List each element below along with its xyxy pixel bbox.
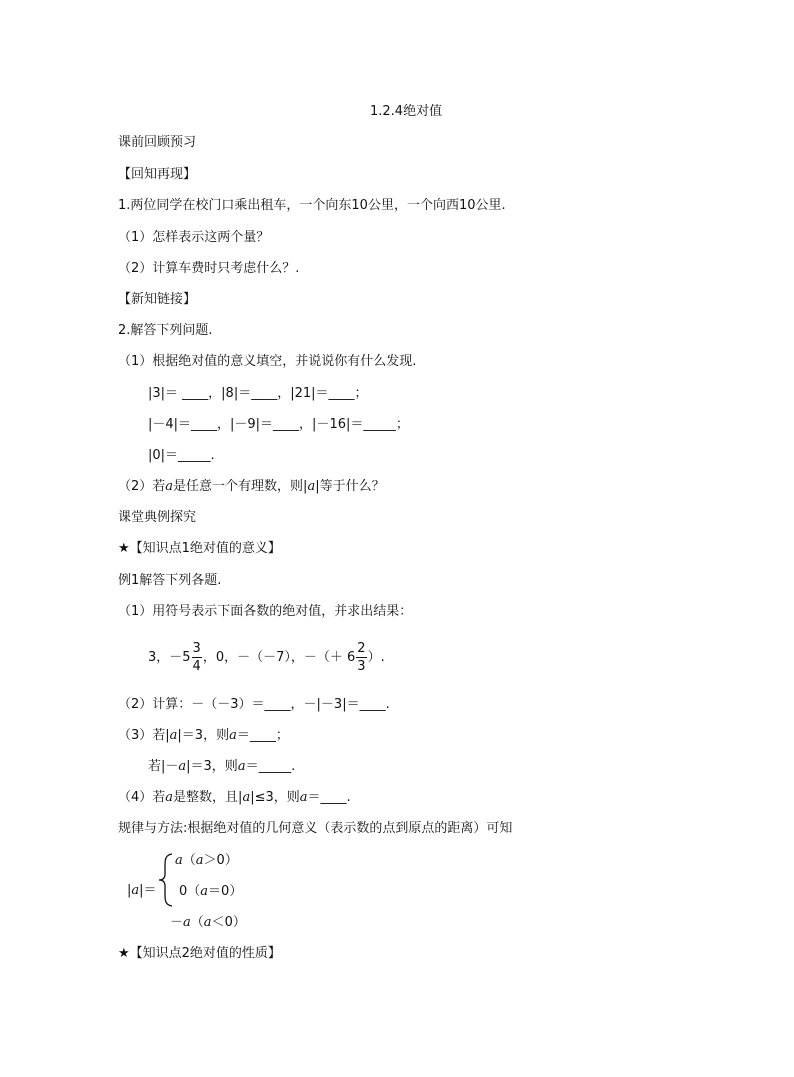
abs-lhs: |a|＝	[127, 883, 157, 898]
ex1-part3b: 若|－a|＝3，则a＝_____.	[148, 759, 296, 774]
q2-row3: |0|＝_____.	[148, 448, 215, 463]
q1-stem: 1.两位同学在校门口乘出租车，一个向东10公里，一个向西10公里.	[118, 198, 506, 213]
q1-part1: （1）怎样表示这两个量？	[118, 230, 270, 245]
ex1-stem: 例1解答下列各题.	[118, 573, 222, 588]
section-kp2: ★【知识点2绝对值的性质】	[118, 946, 281, 961]
q2-row1: |3|＝ ____，|8|＝____，|21|＝____；	[148, 386, 368, 401]
left-brace	[156, 852, 176, 908]
case-positive: a（a＞0）	[175, 853, 238, 868]
ex1-part2: （2）计算：－（－3）＝____，－|－3|＝____.	[118, 697, 390, 712]
q2-part2: （2）若a是任意一个有理数，则|a|等于什么？	[118, 479, 385, 494]
q2-stem: 2.解答下列问题.	[118, 323, 213, 338]
q1-part2: （2）计算车费时只考虑什么？.	[118, 261, 300, 276]
q2-row2: |－4|＝____，|－9|＝____，|－16|＝_____；	[148, 417, 409, 432]
fraction-3-4: $\frac{3}{4}$	[192, 641, 201, 674]
ex1-numbers: 3，－5 $\frac{3}{4}$ ，0，－（－7），－（＋ 6 $\frac{2}{3}$ ）.	[148, 641, 385, 674]
section-kp1: ★【知识点1绝对值的意义】	[118, 541, 281, 556]
section-link: 【新知链接】	[118, 292, 197, 307]
case-zero: 0（a＝0）	[179, 884, 243, 899]
ex1-part1: （1）用符号表示下面各数的绝对值，并求出结果：	[118, 604, 413, 619]
case-negative: －a（a＜0）	[170, 915, 246, 930]
fraction-2-3: $\frac{2}{3}$	[357, 641, 366, 674]
section-preview: 课前回顾预习	[118, 135, 197, 150]
q2-part1: （1）根据绝对值的意义填空，并说说你有什么发现.	[118, 354, 417, 369]
ex1-part4: （4）若a是整数，且|a|≤3，则a＝____.	[118, 790, 351, 805]
rule-text: 规律与方法:根据绝对值的几何意义（表示数的点到原点的距离）可知	[118, 821, 513, 836]
ex1-part3: （3）若|a|＝3，则a＝____；	[118, 728, 289, 743]
doc-title: 1.2.4绝对值	[370, 104, 443, 119]
section-explore: 课堂典例探究	[118, 510, 197, 525]
section-recall: 【回知再现】	[118, 167, 197, 182]
